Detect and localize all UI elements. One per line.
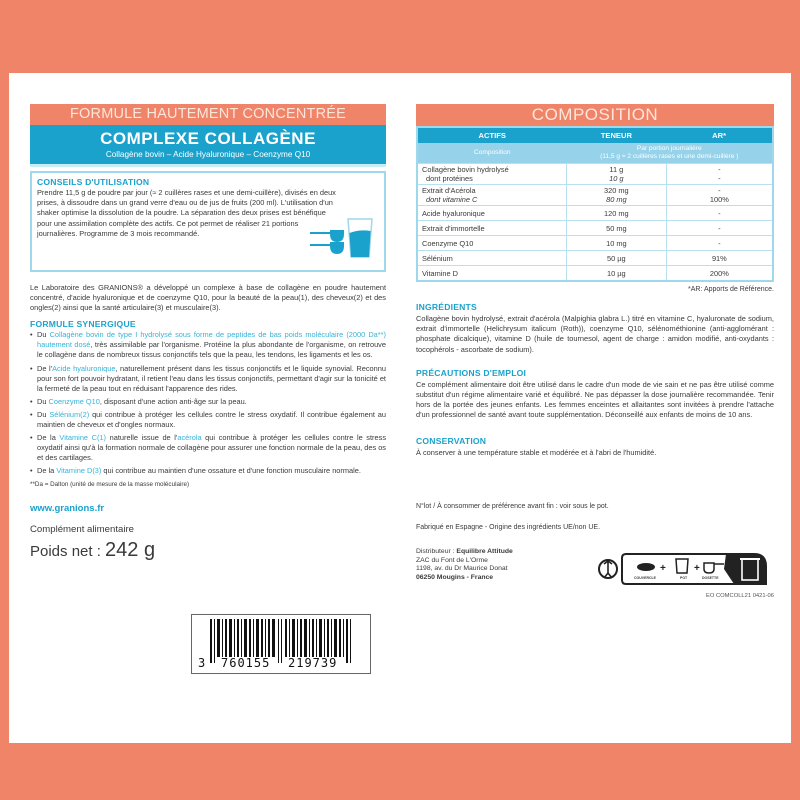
synergy-item: • Du Sélénium(2) qui contribue à protéger les cellules contre le stress oxydatif. Il contribue également au maintien de cheveux et d'ongles normaux. (30, 410, 386, 430)
intro-paragraph: Le Laboratoire des GRANIONS® a développé un complexe à base de collagène en poudre hautement concentré, d'acide hyaluronique et de coenzyme Q10, pour la beauté de la peau(1), des cheveux(2) et des ongles(2) ainsi que la santé articulaire(3) et musculaire(3). (30, 283, 386, 313)
composition-table (416, 126, 774, 282)
col-header-teneur: TENEUR (567, 127, 667, 143)
subheader-composition: Composition (417, 143, 567, 164)
barcode-digits-group2: 219739 (288, 656, 338, 670)
footer-block (416, 548, 774, 602)
triman-pot-label: POT (680, 575, 688, 580)
col-header-actifs: ACTIFS (417, 127, 567, 143)
website-link[interactable]: www.granions.fr (30, 502, 105, 514)
net-weight-value: 242 g (105, 538, 156, 561)
table-row: Coenzyme Q10 10 mg - (417, 236, 773, 251)
eco-code: EO COMCOLL21 0421-06 (706, 592, 774, 599)
synergy-list (30, 330, 386, 476)
label-panel (9, 73, 791, 743)
product-title: COMPLEXE COLLAGÈNE (100, 129, 316, 148)
origin-info: Fabriqué en Espagne - Origine des ingrédients UE/non UE. (416, 523, 601, 531)
banner-divider (30, 164, 386, 167)
precautions-section (416, 367, 774, 421)
barcode-bars-icon (192, 615, 370, 673)
dalton-footnote: **Da = Dalton (unité de mesure de la masse moléculaire) (30, 480, 190, 488)
composition-banner: COMPOSITION (416, 104, 774, 126)
distributor-info: Distributeur : Equilibre Attitude ZAC du Font de L'Orme 1198, av. du Dr Maurice Donat 06250 Mougins - France (416, 547, 513, 582)
table-row: Acide hyaluronique 120 mg - (417, 206, 773, 221)
svg-text:+: + (660, 562, 666, 574)
barcode-digit-first: 3 (198, 656, 206, 670)
synergy-item: • Du Collagène bovin de type I hydrolysé sous forme de peptides de bas poids moléculaire (2000 Da**) hautement dosé, très assimilable par l'organisme. Protéine la plus abondante de l'organisme, on retrouve le collagène dans de nombreux tissus conjonctifs tels que la peau, les tendons, les ligaments et les os. (30, 330, 386, 360)
synergy-item: • Du Coenzyme Q10, disposant d'une action anti-âge sur la peau. (30, 397, 386, 407)
table-row: Extrait d'Acérola dont vitamine C 320 mg 80 mg - 100% (417, 185, 773, 206)
net-weight: Poids net : 242 g (30, 538, 156, 561)
precautions-text: Ce complément alimentaire doit être utilisé dans le cadre d'un mode de vie sain et ne pas être utilisé comme substitut d'un régime alimentaire varié et équilibré. Ne pas dépasser la dose journalière recommandée. Tenir hors de la portée des jeunes enfants. Les femmes enceintes et allaitantes sont invitées à prendre l'attache d'un professionnel de santé avant toute supplémentation. Déconseillé aux enfants de moins de 10 ans. (416, 379, 774, 420)
triman-couvercle-label: COUVERCLE (634, 575, 656, 580)
barcode (191, 614, 371, 674)
ar-footnote: *AR: Apports de Référence. (688, 286, 774, 293)
triman-recycling-icon (596, 550, 772, 588)
conservation-text: À conserver à une température stable et modérée et à l'abri de l'humidité. (416, 447, 657, 457)
svg-text:+: + (694, 562, 700, 574)
ingredients-section (416, 301, 774, 355)
subheader-portion: Par portion journalière (11,5 g ≈ 2 cuillères rases et une demi-cuillère ) (567, 143, 773, 164)
col-header-ar: AR* (666, 127, 773, 143)
synergy-item: • De l'Acide hyaluronique, naturellement présent dans les tissus conjonctifs et le liquide synovial. Reconnu pour son fort pouvoir hydratant, il retient l'eau dans les tissus conjonctifs, permettant d'agir sur la tonicité et la fermeté de la peau tout en réduisant l'apparence des rides. (30, 364, 386, 394)
formula-banner: FORMULE HAUTEMENT CONCENTRÉE (30, 104, 386, 125)
precautions-heading: PRÉCAUTIONS D'EMPLOI (416, 367, 527, 378)
triman-dosette-label: DOSETTE (702, 575, 719, 580)
product-category: Complément alimentaire (30, 523, 134, 535)
table-row: Collagène bovin hydrolysé dont protéines 11 g 10 g - - (417, 164, 773, 185)
synergy-item: • De la Vitamine D(3) qui contribue au maintien d'une ossature et d'une fonction musculaire normale. (30, 466, 386, 476)
ingredients-heading: INGRÉDIENTS (416, 302, 477, 312)
ingredients-text: Collagène bovin hydrolysé, extrait d'acérola (Malpighia glabra L.) titré en vitamine C, hyaluronate de sodium, extrait d'immortelle (Helichrysum italicum (Roth)), coenzyme Q10, sélénométhionine (anti-agglomérant : phosphate dicalcique), vitamine D (huile de tournesol, agent de charge : amidon modifié, anti-oxydants : tocophérols - ascorbate de sodium). (416, 314, 774, 354)
product-title-banner (30, 125, 386, 164)
table-row: Extrait d'immortelle 50 mg - (417, 221, 773, 236)
usage-advice-text: Prendre 11,5 g de poudre par jour (≈ 2 cuillères rases et une demi-cuillère), divisés en deux prises, à dissoudre dans un grand verre d'eau ou de jus de fruits (200 ml). L'utilisation d'un shaker optimise la dissolution de la poudre. La séparation des deux prises est bénéfique pour une assimilation complète des actifs. Ce pot permet de réaliser 21 portions journalières. Programme de 3 mois recommandé. (37, 188, 336, 238)
table-row: Sélénium 50 µg 91% (417, 251, 773, 266)
scoop-glass-icon (310, 215, 374, 259)
product-subtitle: Collagène bovin – Acide Hyaluronique – Coenzyme Q10 (105, 150, 311, 159)
conservation-heading: CONSERVATION (416, 435, 487, 446)
left-column (30, 104, 386, 562)
synergy-heading: FORMULE SYNERGIQUE (30, 319, 136, 330)
usage-advice-heading: CONSEILS D'UTILISATION (37, 177, 150, 187)
right-column (416, 104, 774, 602)
synergy-item: • De la Vitamine C(1) naturelle issue de l'acérola qui contribue à protéger les cellules contre le stress oxydatif ainsi qu'à la formation normale de collagène pour assurer une fonction normale de la peau, des os et des cartilages. (30, 433, 386, 463)
table-row: Vitamine D 10 µg 200% (417, 266, 773, 282)
barcode-digits-group1: 760155 (221, 656, 271, 670)
usage-advice-box (30, 171, 386, 272)
conservation-section (416, 435, 774, 458)
lot-info: N°lot / À consommer de préférence avant fin : voir sous le pot. (416, 502, 609, 510)
